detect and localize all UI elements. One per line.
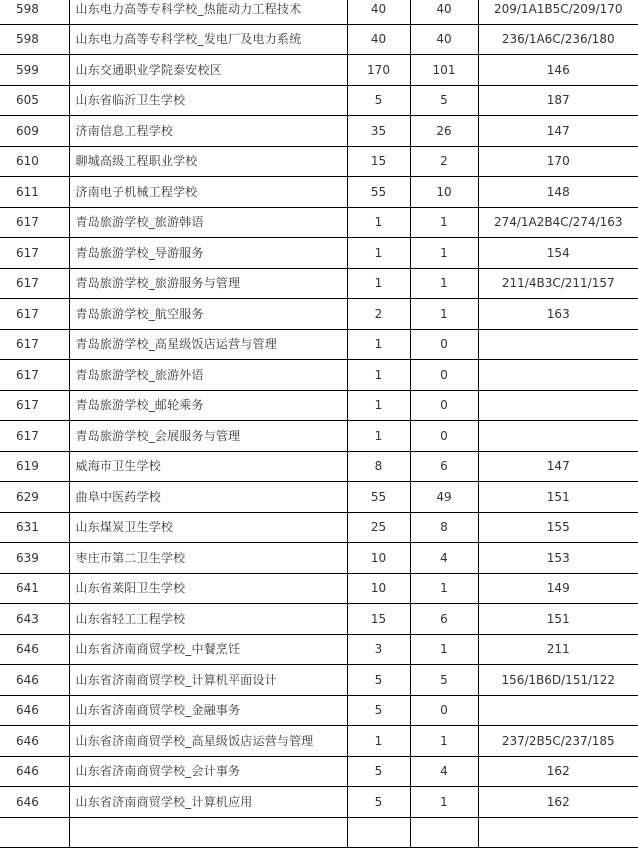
plan-count-cell: 25 (347, 512, 410, 543)
school-name-cell: 山东电力高等专科学校_发电厂及电力系统 (69, 24, 347, 55)
score-cell: 163 (478, 299, 638, 330)
admitted-count-cell: 1 (410, 238, 478, 269)
plan-count-cell: 1 (347, 268, 410, 299)
school-code-cell: 617 (0, 299, 69, 330)
school-name-cell (69, 817, 347, 848)
school-name-cell: 青岛旅游学校_航空服务 (69, 299, 347, 330)
score-cell: 147 (478, 451, 638, 482)
score-cell (478, 817, 638, 848)
table-row (0, 421, 638, 452)
score-cell: 211 (478, 634, 638, 665)
admitted-count-cell: 6 (410, 451, 478, 482)
plan-count-cell: 5 (347, 665, 410, 696)
score-cell: 147 (478, 116, 638, 147)
school-name-cell: 济南电子机械工程学校 (69, 177, 347, 208)
school-name-cell: 威海市卫生学校 (69, 451, 347, 482)
plan-count-cell: 10 (347, 573, 410, 604)
score-cell (478, 390, 638, 421)
admitted-count-cell: 0 (410, 329, 478, 360)
school-code-cell: 646 (0, 787, 69, 818)
school-code-cell: 611 (0, 177, 69, 208)
school-code-cell: 605 (0, 85, 69, 116)
admitted-count-cell: 1 (410, 207, 478, 238)
school-code-cell: 619 (0, 451, 69, 482)
school-name-cell: 青岛旅游学校_邮轮乘务 (69, 390, 347, 421)
admitted-count-cell: 6 (410, 604, 478, 635)
table-row (0, 573, 638, 604)
school-code-cell: 617 (0, 238, 69, 269)
school-code-cell: 629 (0, 482, 69, 513)
school-name-cell: 山东省轻工工程学校 (69, 604, 347, 635)
table-row (0, 329, 638, 360)
table-row (0, 695, 638, 726)
school-name-cell: 山东省济南商贸学校_会计事务 (69, 756, 347, 787)
admitted-count-cell: 1 (410, 573, 478, 604)
school-name-cell: 枣庄市第二卫生学校 (69, 543, 347, 574)
score-cell: 151 (478, 482, 638, 513)
school-name-cell: 山东煤炭卫生学校 (69, 512, 347, 543)
score-cell: 151 (478, 604, 638, 635)
school-code-cell: 598 (0, 24, 69, 55)
admitted-count-cell: 40 (410, 0, 478, 24)
admitted-count-cell: 49 (410, 482, 478, 513)
school-code-cell: 646 (0, 665, 69, 696)
admitted-count-cell: 1 (410, 787, 478, 818)
table-row (0, 634, 638, 665)
school-code-cell: 639 (0, 543, 69, 574)
table-row (0, 55, 638, 86)
plan-count-cell: 170 (347, 55, 410, 86)
school-code-cell: 646 (0, 756, 69, 787)
admitted-count-cell (410, 817, 478, 848)
school-name-cell: 山东省临沂卫生学校 (69, 85, 347, 116)
plan-count-cell: 1 (347, 726, 410, 757)
school-name-cell: 山东省济南商贸学校_计算机应用 (69, 787, 347, 818)
plan-count-cell: 40 (347, 24, 410, 55)
school-code-cell: 610 (0, 146, 69, 177)
plan-count-cell: 5 (347, 695, 410, 726)
score-cell (478, 695, 638, 726)
plan-count-cell: 1 (347, 390, 410, 421)
school-code-cell: 641 (0, 573, 69, 604)
plan-count-cell: 10 (347, 543, 410, 574)
table-row (0, 451, 638, 482)
school-name-cell: 济南信息工程学校 (69, 116, 347, 147)
score-cell: 148 (478, 177, 638, 208)
table-row (0, 238, 638, 269)
plan-count-cell: 5 (347, 756, 410, 787)
score-cell: 274/1A2B4C/274/163 (478, 207, 638, 238)
school-name-cell: 山东省济南商贸学校_中餐烹饪 (69, 634, 347, 665)
school-code-cell: 599 (0, 55, 69, 86)
admitted-count-cell: 1 (410, 726, 478, 757)
admitted-count-cell: 0 (410, 390, 478, 421)
score-cell: 187 (478, 85, 638, 116)
school-name-cell: 山东省济南商贸学校_金融事务 (69, 695, 347, 726)
table-row (0, 726, 638, 757)
table-row (0, 390, 638, 421)
plan-count-cell: 1 (347, 207, 410, 238)
table-row (0, 207, 638, 238)
plan-count-cell: 5 (347, 787, 410, 818)
admitted-count-cell: 10 (410, 177, 478, 208)
plan-count-cell: 55 (347, 482, 410, 513)
plan-count-cell: 40 (347, 0, 410, 24)
school-code-cell: 609 (0, 116, 69, 147)
admitted-count-cell: 8 (410, 512, 478, 543)
admitted-count-cell: 101 (410, 55, 478, 86)
score-cell: 146 (478, 55, 638, 86)
score-cell: 211/4B3C/211/157 (478, 268, 638, 299)
score-cell: 209/1A1B5C/209/170 (478, 0, 638, 24)
school-name-cell: 山东电力高等专科学校_热能动力工程技术 (69, 0, 347, 24)
score-cell: 162 (478, 787, 638, 818)
plan-count-cell: 1 (347, 238, 410, 269)
school-code-cell (0, 817, 69, 848)
school-name-cell: 青岛旅游学校_高星级饭店运营与管理 (69, 329, 347, 360)
school-code-cell: 631 (0, 512, 69, 543)
table-row (0, 482, 638, 513)
plan-count-cell: 3 (347, 634, 410, 665)
school-code-cell: 617 (0, 207, 69, 238)
plan-count-cell (347, 817, 410, 848)
table-row (0, 360, 638, 391)
school-code-cell: 617 (0, 268, 69, 299)
table-row (0, 756, 638, 787)
admitted-count-cell: 4 (410, 756, 478, 787)
score-cell: 236/1A6C/236/180 (478, 24, 638, 55)
admitted-count-cell: 1 (410, 634, 478, 665)
school-name-cell: 聊城高级工程职业学校 (69, 146, 347, 177)
plan-count-cell: 1 (347, 421, 410, 452)
admitted-count-cell: 5 (410, 665, 478, 696)
table-row (0, 116, 638, 147)
table-row (0, 85, 638, 116)
school-code-cell: 646 (0, 634, 69, 665)
plan-count-cell: 15 (347, 604, 410, 635)
school-code-cell: 643 (0, 604, 69, 635)
school-code-cell: 646 (0, 695, 69, 726)
school-name-cell: 青岛旅游学校_旅游外语 (69, 360, 347, 391)
plan-count-cell: 55 (347, 177, 410, 208)
score-cell: 154 (478, 238, 638, 269)
score-cell: 162 (478, 756, 638, 787)
table-row (0, 512, 638, 543)
school-name-cell: 山东省济南商贸学校_高星级饭店运营与管理 (69, 726, 347, 757)
table-row-partial (0, 817, 638, 848)
table-row (0, 24, 638, 55)
school-name-cell: 青岛旅游学校_旅游韩语 (69, 207, 347, 238)
admitted-count-cell: 0 (410, 695, 478, 726)
score-cell: 237/2B5C/237/185 (478, 726, 638, 757)
school-name-cell: 青岛旅游学校_导游服务 (69, 238, 347, 269)
table-row (0, 0, 638, 24)
school-name-cell: 山东省莱阳卫生学校 (69, 573, 347, 604)
school-code-cell: 598 (0, 0, 69, 24)
table-row (0, 665, 638, 696)
score-cell (478, 421, 638, 452)
table-row (0, 299, 638, 330)
admitted-count-cell: 0 (410, 421, 478, 452)
plan-count-cell: 15 (347, 146, 410, 177)
school-name-cell: 青岛旅游学校_旅游服务与管理 (69, 268, 347, 299)
table-row (0, 177, 638, 208)
score-cell (478, 360, 638, 391)
table-row (0, 787, 638, 818)
school-code-cell: 617 (0, 390, 69, 421)
admitted-count-cell: 1 (410, 299, 478, 330)
plan-count-cell: 8 (347, 451, 410, 482)
plan-count-cell: 1 (347, 360, 410, 391)
admitted-count-cell: 40 (410, 24, 478, 55)
table-row (0, 543, 638, 574)
school-name-cell: 山东交通职业学院泰安校区 (69, 55, 347, 86)
score-cell: 153 (478, 543, 638, 574)
score-cell: 149 (478, 573, 638, 604)
score-cell (478, 329, 638, 360)
admitted-count-cell: 26 (410, 116, 478, 147)
plan-count-cell: 5 (347, 85, 410, 116)
table-row (0, 146, 638, 177)
admitted-count-cell: 1 (410, 268, 478, 299)
plan-count-cell: 2 (347, 299, 410, 330)
admitted-count-cell: 2 (410, 146, 478, 177)
plan-count-cell: 35 (347, 116, 410, 147)
table-row (0, 604, 638, 635)
admitted-count-cell: 5 (410, 85, 478, 116)
school-name-cell: 青岛旅游学校_会展服务与管理 (69, 421, 347, 452)
admitted-count-cell: 0 (410, 360, 478, 391)
table-row (0, 817, 638, 848)
score-cell: 170 (478, 146, 638, 177)
school-code-cell: 617 (0, 360, 69, 391)
school-name-cell: 曲阜中医药学校 (69, 482, 347, 513)
admitted-count-cell: 4 (410, 543, 478, 574)
school-code-cell: 617 (0, 329, 69, 360)
school-code-cell: 617 (0, 421, 69, 452)
score-cell: 155 (478, 512, 638, 543)
plan-count-cell: 1 (347, 329, 410, 360)
score-cell: 156/1B6D/151/122 (478, 665, 638, 696)
school-name-cell: 山东省济南商贸学校_计算机平面设计 (69, 665, 347, 696)
school-code-cell: 646 (0, 726, 69, 757)
table-row (0, 268, 638, 299)
